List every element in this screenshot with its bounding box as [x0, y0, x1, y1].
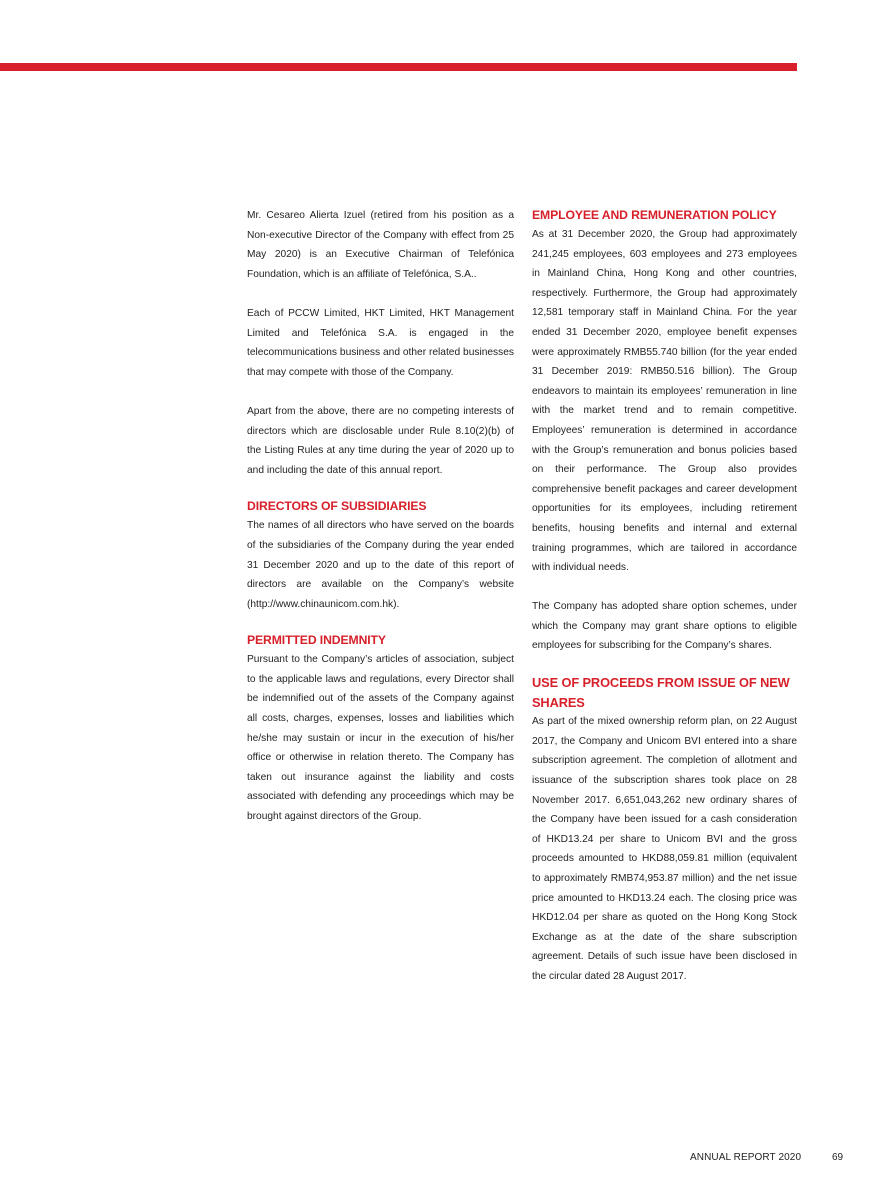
heading-employee-remuneration: EMPLOYEE AND REMUNERATION POLICY — [532, 208, 777, 222]
top-accent-bar — [0, 63, 797, 71]
right-column — [532, 206, 797, 987]
paragraph-subsidiaries: The names of all directors who have served on the boards of the subsidiaries of the Company during the year ended 31 December 2020 and up to the date of this report of directors are available on the Company’s website (http://www.chinaunicom.com.hk). — [247, 520, 514, 610]
paragraph-alierta: Mr. Cesareo Alierta Izuel (retired from his position as a Non-executive Director of the Company with effect from 25 May 2020) is an Executive Chairman of Telefónica Foundation, which is an affiliate of Telefónica, S.A.. — [247, 210, 514, 280]
heading-use-of-proceeds: USE OF PROCEEDS FROM ISSUE OF NEW SHARES — [532, 675, 790, 710]
heading-permitted-indemnity: PERMITTED INDEMNITY — [247, 633, 386, 648]
heading-directors-of-subsidiaries: DIRECTORS OF SUBSIDIARIES — [247, 499, 427, 514]
footer-report-label: ANNUAL REPORT 2020 — [690, 1152, 802, 1163]
paragraph-share-options: The Company has adopted share option schemes, under which the Company may grant share options to eligible employees for subscribing for the Company’s shares. — [532, 601, 797, 652]
left-column — [247, 206, 514, 827]
paragraph-proceeds: As part of the mixed ownership reform plan, on 22 August 2017, the Company and Unicom BVI entered into a share subscription agreement. The completion of allotment and issuance of the subscription shares took place on 28 November 2017. 6,651,043,262 new ordinary shares of the Company have been issued for a cash consideration of HKD13.24 per share to Unicom BVI and the gross proceeds amounted to HKD88,059.81 million (equivalent to approximately RMB74,953.87 million) and the net issue price amounted to HKD13.24 each. The closing price was HKD12.04 per share as quoted on the Hong Kong Stock Exchange as at the date of the share subscription agreement. Details of such issue have been disclosed in the circular dated 28 August 2017. — [532, 716, 797, 982]
paragraph-employees: As at 31 December 2020, the Group had approximately 241,245 employees, 603 employees and 273 employees in Mainland China, Hong Kong and other countries, respectively. Furthermore, the Group had approximately 12,581 temporary staff in Mainland China. For the year ended 31 December 2020, employee benefit expenses were approximately RMB55.740 billion (for the year ended 31 December 2019: RMB50.516 billion). The Group endeavors to maintain its employees’ remuneration in line with the market trend and to remain competitive. Employees’ remuneration is determined in accordance with the Group’s remuneration and bonus policies based on their performance. The Group also provides comprehensive benefit packages and career development opportunities for its employees, including retirement benefits, housing benefits and internal and external training programmes, which are tailored in accordance with individual needs. — [532, 229, 797, 574]
paragraph-competing-interests: Apart from the above, there are no competing interests of directors which are disclosable under Rule 8.10(2)(b) of the Listing Rules at any time during the year of 2020 up to and including the date of this annual report. — [247, 405, 514, 476]
footer-page-number: 69 — [832, 1152, 844, 1163]
paragraph-indemnity: Pursuant to the Company’s articles of association, subject to the applicable laws and regulations, every Director shall be indemnified out of the assets of the Company against all costs, charges, expenses, losses and liabilities which he/she may sustain or incur in the execution of his/her office or otherwise in relation thereto. The Company has taken out insurance against the liability and costs associated with defending any proceedings which may be brought against directors of the Group. — [247, 654, 514, 823]
paragraph-competing-businesses: Each of PCCW Limited, HKT Limited, HKT Management Limited and Telefónica S.A. is engaged in the telecommunications business and other related businesses that may compete with those of the Company. — [247, 307, 514, 378]
